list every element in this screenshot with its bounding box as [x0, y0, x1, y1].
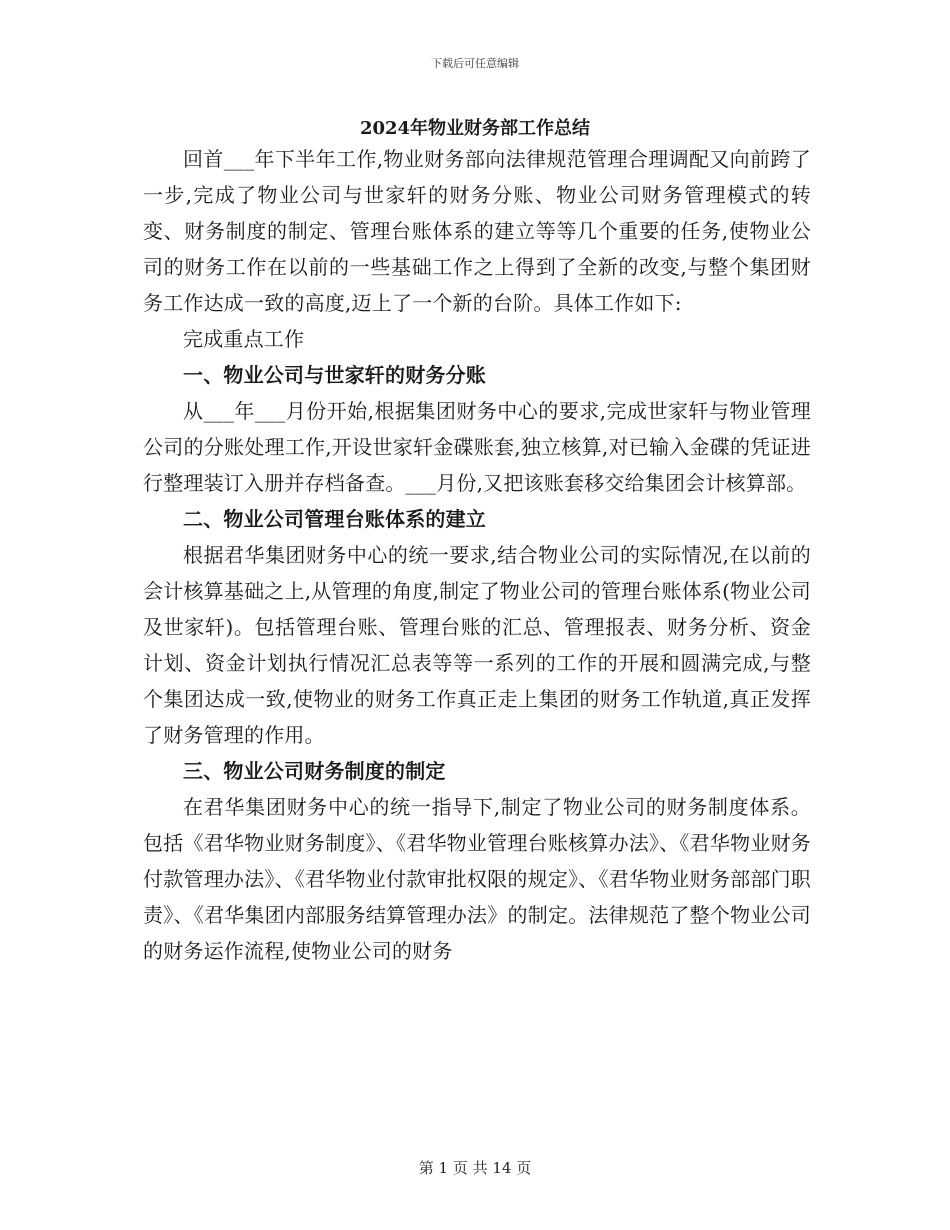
section-paragraph: 从___年___月份开始,根据集团财务中心的要求,完成世家轩与物业管理公司的分账处理工作,开设世家轩金碟账套,独立核算,对已输入金碟的凭证进行整理装订入册并存档备查。___月份,又把该账套移交给集团会计核算部。 — [143, 399, 811, 495]
section-heading: 二、物业公司管理台账体系的建立 — [183, 507, 486, 531]
section-paragraph: 在君华集团财务中心的统一指导下,制定了物业公司的财务制度体系。包括《君华物业财务制度》、《君华物业管理台账核算办法》、《君华物业财务付款管理办法》、《君华物业付款审批权限的规定》、《君华物业财务部部门职责》、《君华集团内部服务结算管理办法》的制定。法律规范了整个物业公司的财务运作流程,使物业公司的财务 — [143, 795, 811, 963]
section-paragraph: 根据君华集团财务中心的统一要求,结合物业公司的实际情况,在以前的会计核算基础之上,从管理的角度,制定了物业公司的管理台账体系(物业公司及世家轩)。包括管理台账、管理台账的汇总、管理报表、财务分析、资金计划、资金计划执行情况汇总表等等一系列的工作的开展和圆满完成,与整个集团达成一致,使物业的财务工作真正走上集团的财务工作轨道,真正发挥了财务管理的作用。 — [143, 543, 811, 747]
section-heading: 一、物业公司与世家轩的财务分账 — [183, 363, 486, 387]
section-heading: 三、物业公司财务制度的制定 — [183, 759, 446, 783]
subheading: 完成重点工作 — [183, 327, 305, 351]
page-footer: 第 1 页 共 14 页 — [418, 1159, 532, 1177]
document-title: 2024年物业财务部工作总结 — [359, 118, 591, 139]
intro-paragraph: 回首___年下半年工作,物业财务部向法律规范管理合理调配又向前跨了一步,完成了物业公司与世家轩的财务分账、物业公司财务管理模式的转变、财务制度的制定、管理台账体系的建立等等几个重要的任务,使物业公司的财务工作在以前的一些基础工作之上得到了全新的改变,与整个集团财务工作达成一致的高度,迈上了一个新的台阶。具体工作如下: — [143, 147, 811, 315]
header-note: 下载后可任意编辑 — [431, 57, 519, 70]
document-body — [143, 141, 811, 969]
